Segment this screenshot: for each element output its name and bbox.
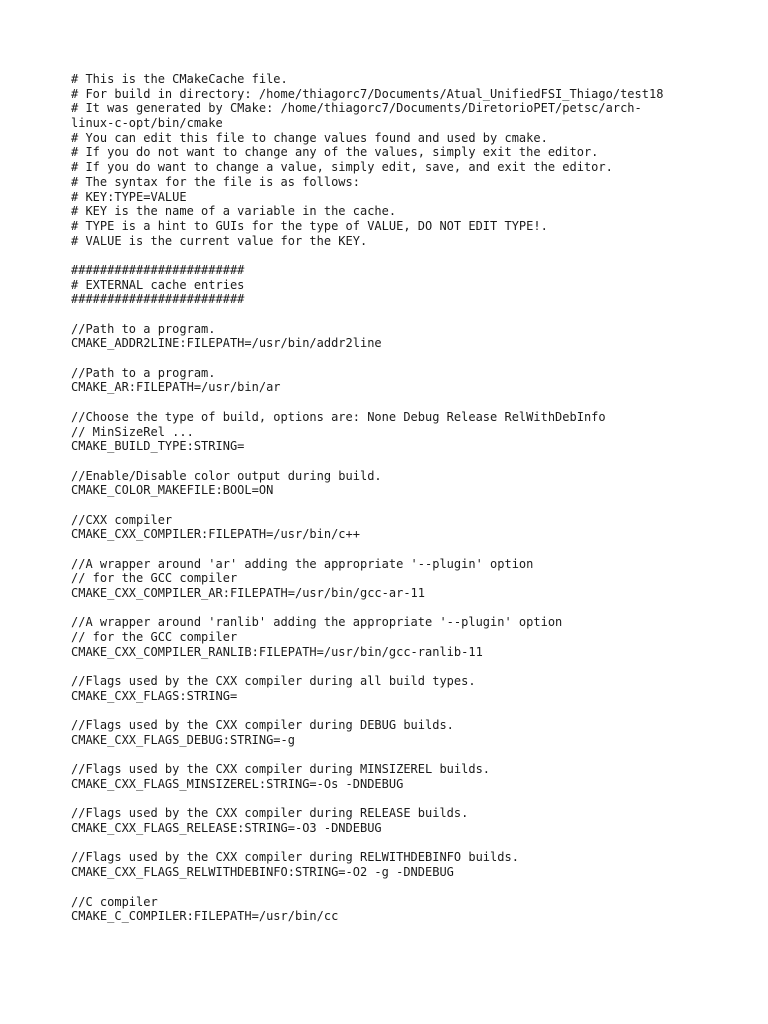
blank-line xyxy=(71,660,721,675)
text-line: //Flags used by the CXX compiler during all build types. xyxy=(71,674,476,689)
blank-line xyxy=(71,792,721,807)
text-line: // for the GCC compiler xyxy=(71,571,238,586)
text-line: # EXTERNAL cache entries xyxy=(71,277,245,292)
text-line: # KEY:TYPE=VALUE xyxy=(71,189,187,204)
text-line: // MinSizeRel ... xyxy=(71,424,194,439)
text-line: //C compiler xyxy=(71,894,158,909)
blank-line xyxy=(71,307,721,322)
document-text xyxy=(71,72,721,924)
text-line: CMAKE_CXX_FLAGS_RELWITHDEBINFO:STRING=-O2 -g -DNDEBUG xyxy=(71,865,454,880)
text-line: //Path to a program. xyxy=(71,321,216,336)
blank-line xyxy=(71,542,721,557)
blank-line xyxy=(71,880,721,895)
blank-line xyxy=(71,704,721,719)
blank-line xyxy=(71,601,721,616)
text-line: # VALUE is the current value for the KEY. xyxy=(71,233,368,248)
text-line: //A wrapper around 'ranlib' adding the appropriate '--plugin' option xyxy=(71,615,563,630)
text-line: CMAKE_CXX_FLAGS:STRING= xyxy=(71,688,238,703)
text-line: # The syntax for the file is as follows: xyxy=(71,174,360,189)
text-line: //Flags used by the CXX compiler during RELWITHDEBINFO builds. xyxy=(71,850,519,865)
text-line: CMAKE_CXX_FLAGS_DEBUG:STRING=-g xyxy=(71,732,295,747)
text-line: CMAKE_ADDR2LINE:FILEPATH=/usr/bin/addr2line xyxy=(71,336,382,351)
text-line: CMAKE_AR:FILEPATH=/usr/bin/ar xyxy=(71,380,281,395)
text-line: //Choose the type of build, options are: None Debug Release RelWithDebInfo xyxy=(71,409,606,424)
text-line: CMAKE_CXX_COMPILER_AR:FILEPATH=/usr/bin/gcc-ar-11 xyxy=(71,586,426,601)
blank-line xyxy=(71,351,721,366)
text-line: CMAKE_CXX_FLAGS_MINSIZEREL:STRING=-Os -DNDEBUG xyxy=(71,777,404,791)
text-line: CMAKE_BUILD_TYPE:STRING= xyxy=(71,439,245,454)
text-line: //Flags used by the CXX compiler during DEBUG builds. xyxy=(71,718,454,733)
text-line: CMAKE_C_COMPILER:FILEPATH=/usr/bin/cc xyxy=(71,909,339,924)
text-line: # You can edit this file to change values found and used by cmake. xyxy=(71,130,548,145)
text-line: # For build in directory: /home/thiagorc7/Documents/Atual_UnifiedFSI_Thiago/test18 xyxy=(71,86,664,101)
text-line: ######################## xyxy=(71,292,245,307)
text-line: CMAKE_CXX_COMPILER_RANLIB:FILEPATH=/usr/bin/gcc-ranlib-11 xyxy=(71,644,483,659)
blank-line xyxy=(71,748,721,763)
text-line: CMAKE_COLOR_MAKEFILE:BOOL=ON xyxy=(71,483,274,498)
text-line: # This is the CMakeCache file. xyxy=(71,72,288,86)
text-line: //CXX compiler xyxy=(71,512,173,527)
text-line: //Enable/Disable color output during build. xyxy=(71,468,382,483)
text-line: # KEY is the name of a variable in the cache. xyxy=(71,204,397,219)
text-line: CMAKE_CXX_COMPILER:FILEPATH=/usr/bin/c++ xyxy=(71,527,360,542)
blank-line xyxy=(71,248,721,263)
text-line: //A wrapper around 'ar' adding the appropriate '--plugin' option xyxy=(71,556,534,571)
text-line: //Flags used by the CXX compiler during RELEASE builds. xyxy=(71,806,469,821)
blank-line xyxy=(71,395,721,410)
text-line: ######################## xyxy=(71,262,245,277)
text-line: CMAKE_CXX_FLAGS_RELEASE:STRING=-O3 -DNDEBUG xyxy=(71,821,382,836)
text-line: // for the GCC compiler xyxy=(71,630,238,645)
text-line: //Flags used by the CXX compiler during MINSIZEREL builds. xyxy=(71,762,491,777)
text-line: # If you do want to change a value, simply edit, save, and exit the editor. xyxy=(71,160,613,175)
text-line: # If you do not want to change any of the values, simply exit the editor. xyxy=(71,145,599,160)
blank-line xyxy=(71,836,721,851)
blank-line xyxy=(71,498,721,513)
blank-line xyxy=(71,454,721,469)
text-line: linux-c-opt/bin/cmake xyxy=(71,116,223,131)
text-line: # It was generated by CMake: /home/thiagorc7/Documents/DiretorioPET/petsc/arch- xyxy=(71,101,642,116)
text-line: //Path to a program. xyxy=(71,365,216,380)
text-line: # TYPE is a hint to GUIs for the type of VALUE, DO NOT EDIT TYPE!. xyxy=(71,218,548,233)
document-page xyxy=(71,72,721,924)
